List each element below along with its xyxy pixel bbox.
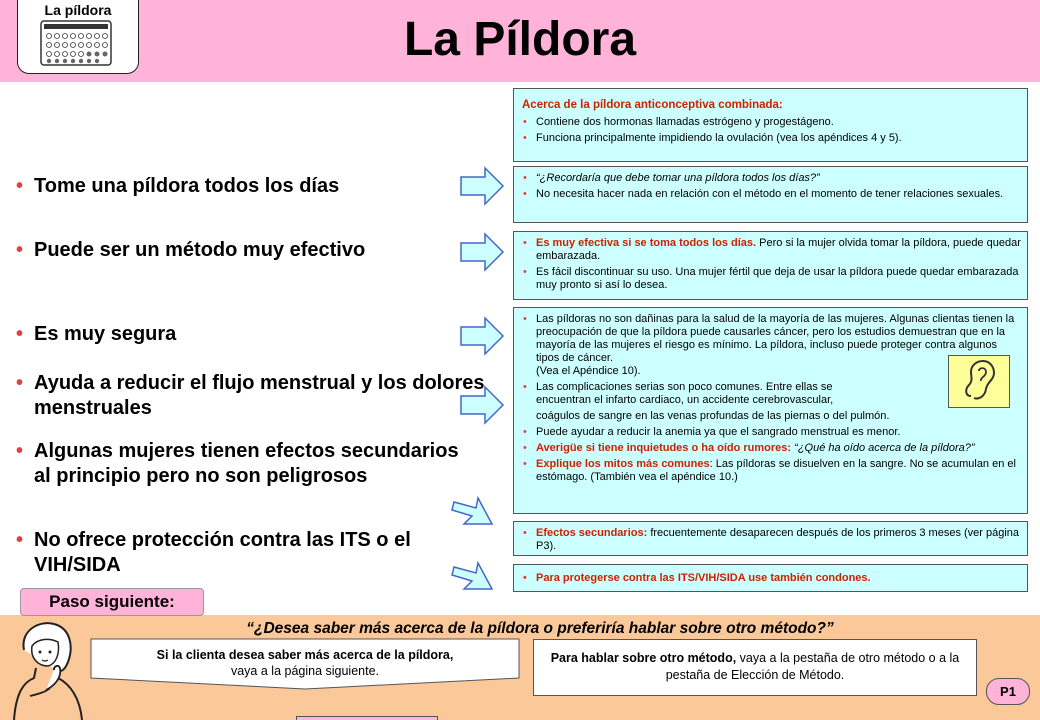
box-item [522, 442, 1021, 455]
arrow-right-icon [459, 166, 505, 206]
box-item-text: Pero si la mujer olvida tomar la píldora, puede quedar embarazada. [536, 237, 1021, 262]
info-box-safety [513, 307, 1028, 514]
box-item [522, 458, 1021, 484]
box-item: • Para protegerse contra las ITS/VIH/SIDA use también condones. [522, 572, 1021, 585]
page-tag: P1 [986, 678, 1030, 705]
key-point: • No ofrece protección contra las ITS o el VIH/SIDA [16, 528, 416, 578]
box-item-text: frecuentemente desaparecen después de los primeros 3 meses (ver página P3). [536, 527, 1020, 552]
box-item-continuation: coágulos de sangre en las venas profundas de las piernas o del pulmón. [536, 410, 890, 422]
arrow-right-icon [450, 555, 498, 595]
emphasis-text: Es muy efectiva si se toma todos los días. [536, 237, 757, 249]
info-box-daily [513, 166, 1028, 223]
box-item [522, 237, 1021, 263]
next-step-question: “¿Desea saber más acerca de la píldora o preferiría hablar sobre otro método?” [246, 620, 834, 637]
box-item: • Las píldoras no son dañinas para la salud de la mayoría de las mujeres. Algunas clientas tienen la preocupación de que la píldora puede causarles cáncer, pero los estudios demuestran que en la mayoría de las mujeres el riesgo es mínimo. La píldora, incluso puede proteger contra algunos tipos de cáncer. [522, 313, 1021, 365]
woman-thinking-icon [10, 620, 90, 720]
box-item: • Funciona principalmente impidiendo la ovulación (vea los apéndices 4 y 5). [522, 132, 1021, 145]
option-other-method-bold: Para hablar sobre otro método, [550, 651, 737, 665]
box-item: • No necesita hacer nada en relación con el método en el momento de tener relaciones sexuales. [522, 188, 1021, 201]
info-box-about [513, 88, 1028, 162]
box-item-text: encuentran el infarto cardiaco, un accidente cerebrovascular, [536, 394, 834, 406]
key-point: • Tome una píldora todos los días [16, 174, 339, 199]
key-point: • Ayuda a reducir el flujo menstrual y los dolores menstruales [16, 371, 496, 421]
option-learn-more[interactable] [90, 638, 520, 690]
next-page-tab[interactable] [296, 716, 438, 720]
emphasis-text: Averigüe si tiene inquietudes o ha oído rumores: [536, 442, 792, 454]
info-box-effective [513, 231, 1028, 300]
info-box-sti [513, 564, 1028, 592]
section-tab-label: La píldora [44, 2, 112, 18]
key-point: • Puede ser un método muy efectivo [16, 238, 365, 263]
key-point: • Algunas mujeres tienen efectos secundarios al principio pero no son peligrosos [16, 439, 466, 489]
box-item-note: (Vea el Apéndice 10). [536, 365, 641, 377]
page-title: La Píldora [403, 13, 637, 66]
box-item: • Contiene dos hormonas llamadas estrógeno y progestágeno. [522, 116, 1021, 129]
option-other-method-rest: vaya a la pestaña de otro método o a la pestaña de Elección de Método. [665, 651, 960, 682]
option-learn-more-bold: Si la clienta desea saber más acerca de la píldora, [156, 648, 454, 662]
ear-icon [949, 356, 1009, 407]
box-item [522, 381, 1021, 407]
box-item-text: • Las complicaciones serias son poco comunes. Entre ellas se [536, 381, 833, 393]
box-item: • Es fácil discontinuar su uso. Una mujer fértil que deja de usar la píldora puede quedar embarazada muy pronto si así lo desea. [522, 266, 1021, 292]
option-learn-more-text [90, 647, 520, 679]
arrow-right-icon [459, 316, 505, 356]
box-item: • Puede ayudar a reducir la anemia ya que el sangrado menstrual es menor. [522, 426, 1021, 439]
emphasis-text: Efectos secundarios: [536, 527, 648, 539]
box-item-text: : Las píldoras se disuelven en la sangre. No se acumulan en el estómago. (También vea el apéndice 10.) [536, 458, 1016, 483]
arrow-right-icon [450, 490, 498, 530]
option-learn-more-rest: vaya a la página siguiente. [230, 664, 380, 678]
box-heading: Acerca de la píldora anticonceptiva combinada: [522, 99, 783, 111]
info-box-side-effects [513, 521, 1028, 556]
key-point: • Es muy segura [16, 322, 176, 347]
box-item: • “¿Recordaría que debe tomar una píldora todos los días?” [522, 172, 1021, 185]
emphasis-text: Explique los mitos más comunes [536, 458, 710, 470]
arrow-right-icon [459, 232, 505, 272]
ear-icon-frame [948, 355, 1010, 408]
box-item-text: “¿Qué ha oído acerca de la píldora?” [794, 442, 975, 454]
next-step-label: Paso siguiente: [20, 588, 204, 616]
box-item [522, 527, 1021, 553]
arrow-right-icon [459, 385, 505, 425]
option-other-method[interactable] [533, 639, 977, 696]
